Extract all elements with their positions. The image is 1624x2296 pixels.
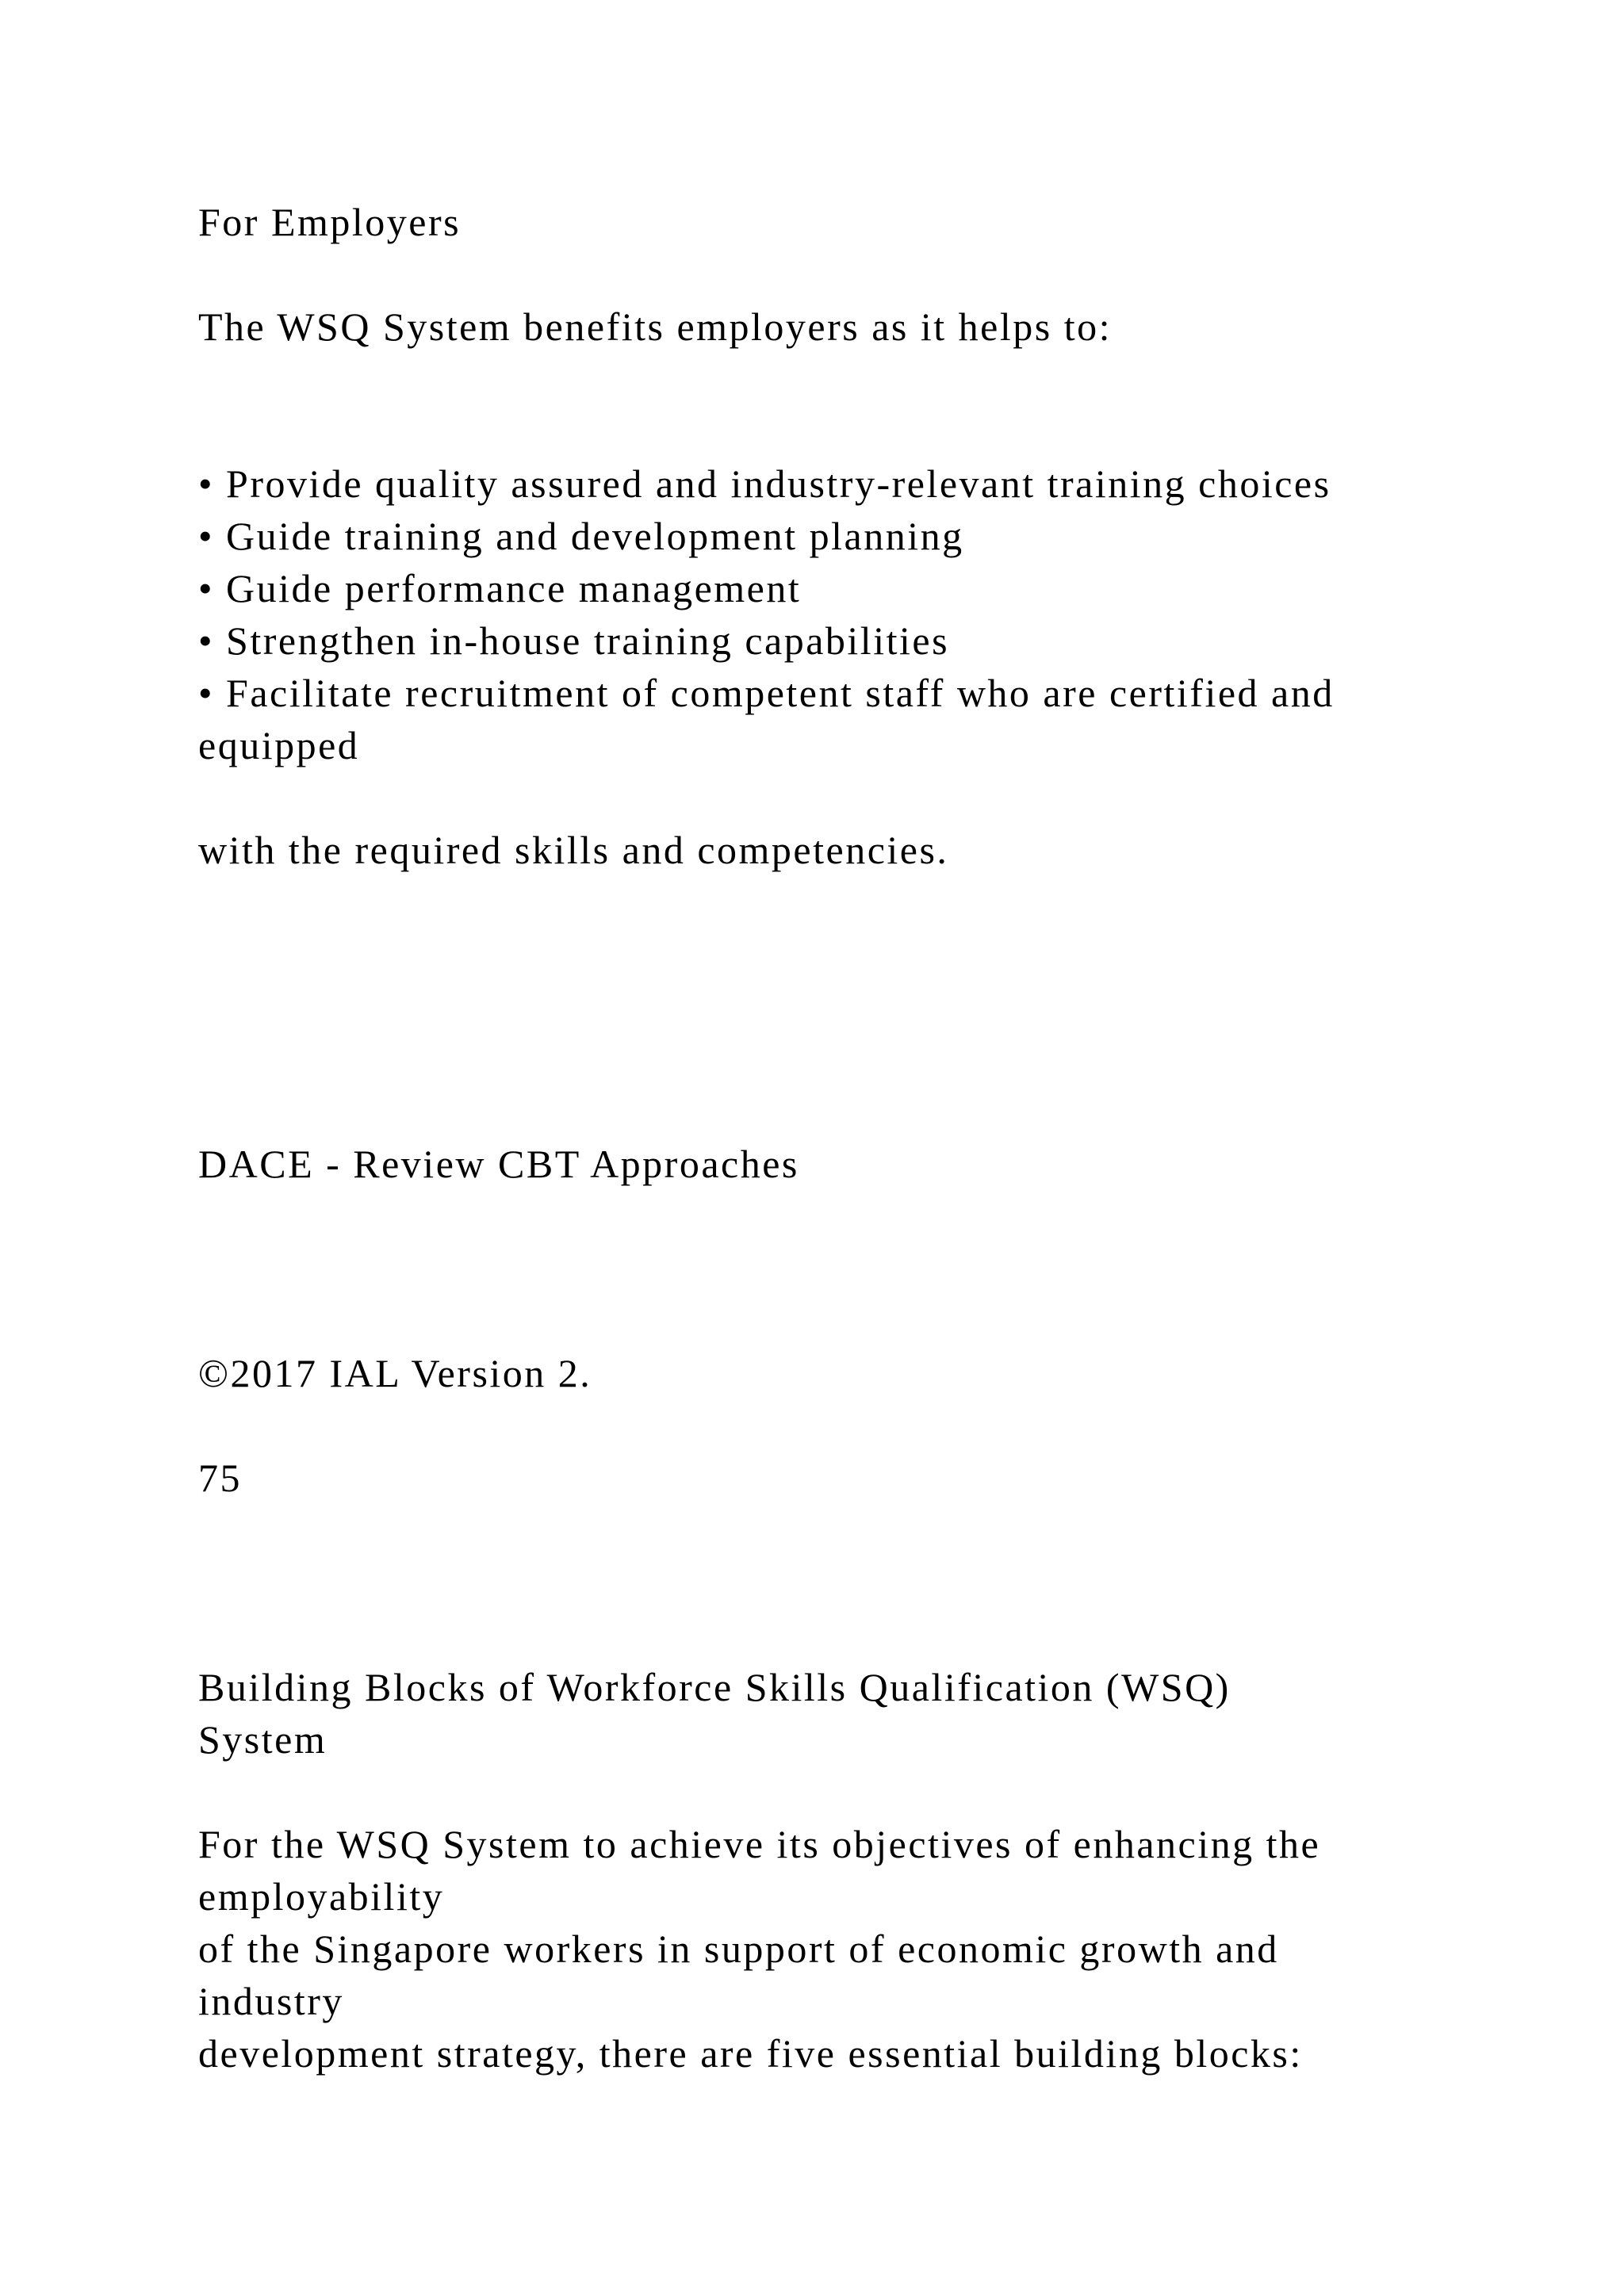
section-heading: For Employers [198, 200, 462, 244]
page-number: 75 [198, 1456, 242, 1500]
intro-text: The WSQ System benefits employers as it helps to: [198, 304, 1112, 349]
bullet-item: • Guide training and development planning [198, 514, 964, 558]
body-line: of the Singapore workers in support of economic growth and [198, 1927, 1279, 1971]
bullet-item: • Provide quality assured and industry-relevant training choices [198, 461, 1331, 506]
course-title: DACE - Review CBT Approaches [198, 1142, 799, 1186]
body-line: development strategy, there are five essential building blocks: [198, 2031, 1303, 2076]
body-line: employability [198, 1874, 445, 1919]
body-line: For the WSQ System to achieve its objectives of enhancing the [198, 1822, 1321, 1866]
bullet-item: • Strengthen in-house training capabilities [198, 618, 950, 663]
bullet-wrap-text: equipped [198, 723, 360, 767]
section-heading: System [198, 1717, 327, 1762]
bullet-item: • Guide performance management [198, 566, 802, 610]
bullet-item: • Facilitate recruitment of competent staff who are certified and [198, 671, 1335, 715]
body-line: industry [198, 1979, 344, 2023]
continuation-text: with the required skills and competencies. [198, 828, 949, 872]
section-heading: Building Blocks of Workforce Skills Qualification (WSQ) [198, 1665, 1231, 1709]
copyright-text: ©2017 IAL Version 2. [198, 1351, 592, 1395]
